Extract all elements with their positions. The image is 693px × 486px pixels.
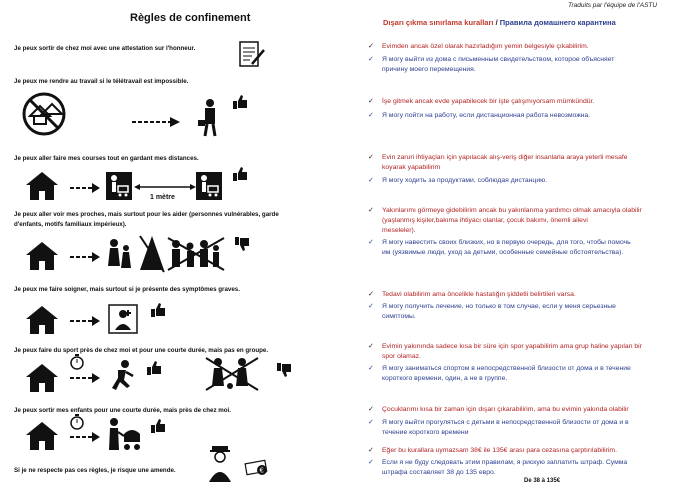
house-icon xyxy=(26,364,58,392)
title-turkish: Dışarı çıkma sınırlama kuralları xyxy=(383,18,494,27)
rule-relatives-cont: d'enfants, motifs familiaux impérieux). xyxy=(14,221,127,228)
right-title xyxy=(383,18,616,27)
rule-sport: Je peux faire du sport près de chez moi et pour une courte durée, mais pas en groupe. xyxy=(14,347,269,354)
item-tr-4: ✓ Yakınlarımı görmeye gidebilirim ancak bu yakınlarıma yardımcı olmak amacıyla olabilir xyxy=(368,207,642,214)
item-tr-1: ✓ Evimden ancak özel olarak hazırladığım yemin belgesiyle çıkabilirim. xyxy=(368,43,589,50)
arrow-icon xyxy=(68,373,102,383)
item-ru-5: ✓ Я могу получить лечение, но только в том случае, если у меня серьезные xyxy=(368,303,616,310)
item-tr-4-cont2: meseleler). xyxy=(382,227,416,234)
check-icon: ✓ xyxy=(368,303,374,310)
house-icon xyxy=(26,172,58,200)
check-icon: ✓ xyxy=(368,419,374,426)
elderly-person-icon xyxy=(104,238,134,272)
arrow-icon xyxy=(68,183,102,193)
svg-text:€: € xyxy=(259,466,264,475)
thumbs-up-icon xyxy=(146,360,162,376)
police-officer-icon xyxy=(206,444,234,484)
thumbs-down-icon xyxy=(276,362,292,378)
thumbs-up-icon xyxy=(232,94,248,110)
item-ru-8: ✓ Если я не буду следовать этим правилам, я рискую заплатить штраф. Сумма xyxy=(368,459,628,466)
check-icon: ✓ xyxy=(368,365,374,372)
check-icon: ✓ xyxy=(368,447,374,454)
item-ru-4-cont: им (уязвимые люди, уход за детьми, особенные семейные обстоятельства). xyxy=(382,249,624,256)
house-icon xyxy=(26,242,58,270)
rule-care: Je peux me faire soigner, mais surtout si je présente des symptômes graves. xyxy=(14,286,240,293)
check-icon: ✓ xyxy=(368,406,374,413)
stroller-person-icon xyxy=(106,418,142,452)
item-ru-1: ✓ Я могу выйти из дома с письменным свидетельством, которое объясняет xyxy=(368,56,615,63)
item-ru-4: ✓ Я могу навестить своих близких, но в первую очередь, для того, чтобы помочь xyxy=(368,239,631,246)
document-pen-icon xyxy=(238,40,266,68)
title-separator: / xyxy=(495,18,498,27)
item-tr-5: ✓ Tedavi olabilirim ama öncelikle hastalığın şiddetli belirtileri varsa. xyxy=(368,291,576,298)
left-title: Règles de confinement xyxy=(130,12,251,24)
worker-briefcase-icon xyxy=(198,98,222,138)
check-icon: ✓ xyxy=(368,343,374,350)
check-icon: ✓ xyxy=(368,112,374,119)
rule-children: Je peux sortir mes enfants pour une courte durée, mais près de chez moi. xyxy=(14,407,231,414)
stopwatch-icon xyxy=(70,414,84,430)
check-icon: ✓ xyxy=(368,56,374,63)
rule-work: Je peux me rendre au travail si le télétravail est impossible. xyxy=(14,78,189,85)
item-tr-8: ✓ Eğer bu kurallara uymazsam 38€ ile 135€ arası para cezasına çarptırılabilirim. xyxy=(368,447,617,454)
title-russian: Правила домашнего карантина xyxy=(499,18,616,27)
distance-line xyxy=(134,182,198,192)
check-icon: ✓ xyxy=(368,207,374,214)
item-ru-5-cont: симптомы. xyxy=(382,313,416,320)
running-person-icon xyxy=(108,360,134,394)
check-icon: ✓ xyxy=(368,459,374,466)
check-icon: ✓ xyxy=(368,98,374,105)
rule-fine: Si je ne respecte pas ces règles, je risque une amende. xyxy=(14,467,176,474)
item-ru-6: ✓ Я могу заниматься спортом в непосредственной близости от дома и в течение xyxy=(368,365,631,372)
shopping-cart-person-icon xyxy=(196,172,222,200)
item-tr-6: ✓ Evimin yakınında sadece kısa bir süre için spor yapabilirim ama grup haline yapılan bir xyxy=(368,343,642,350)
rule-shopping: Je peux aller faire mes courses tout en gardant mes distances. xyxy=(14,155,199,162)
item-ru-2: ✓ Я могу пойти на работу, если дистанционная работа невозможна. xyxy=(368,112,591,119)
arrow-icon xyxy=(68,252,102,262)
stopwatch-icon xyxy=(70,354,84,370)
crossed-tree-icon xyxy=(138,234,166,274)
thumbs-up-icon xyxy=(150,418,166,434)
rule-relatives: Je peux aller voir mes proches, mais surtout pour les aider (personnes vulnérables, garde xyxy=(14,211,279,218)
item-tr-3: ✓ Evin zaruri ihtiyaçları için yapılacak alış-veriş diğer insanlarla araya yeterli mesafe xyxy=(368,154,628,161)
credit-line: Traduits par l'équipe de l'ASTU xyxy=(568,2,658,9)
distance-label: 1 mètre xyxy=(150,194,175,201)
rule-attestation: Je peux sortir de chez moi avec une attestation sur l'honneur. xyxy=(14,45,196,52)
check-icon: ✓ xyxy=(368,154,374,161)
item-ru-8-cont: штрафа составляет 38 до 135 евро. xyxy=(382,469,496,476)
crossed-family-icon xyxy=(166,236,226,272)
thumbs-up-icon xyxy=(150,302,166,318)
thumbs-up-icon xyxy=(232,166,248,182)
doctor-icon xyxy=(108,304,138,334)
item-ru-7: ✓ Я могу выйти прогуляться с детьми в непосредственной близости от дома и в xyxy=(368,419,629,426)
house-icon xyxy=(26,422,58,450)
item-tr-6-cont: spor olamaz. xyxy=(382,353,421,360)
check-icon: ✓ xyxy=(368,291,374,298)
item-tr-4-cont: (yaşlanmış kişiler,bakıma ihtiyacı olanlar, çocuk bakımı, önemli ailevi xyxy=(382,217,588,224)
check-icon: ✓ xyxy=(368,177,374,184)
euro-money-icon xyxy=(244,456,270,476)
shopping-cart-person-icon xyxy=(106,172,132,200)
arrow-icon xyxy=(68,316,102,326)
check-icon: ✓ xyxy=(368,239,374,246)
item-ru-7-cont: течение короткого времени xyxy=(382,429,469,436)
item-ru-1-cont: причину моего перемещения. xyxy=(382,66,476,73)
thumbs-down-icon xyxy=(234,236,250,252)
item-tr-7: ✓ Çocuklarımı kısa bir zaman için dışarı çıkarabilirim, ama bu evimin yakında olabilir xyxy=(368,406,629,413)
no-house-work-icon xyxy=(22,92,66,136)
item-tr-2: ✓ İşe gitmek ancak evde yapabilecek bir işte çalışmıyorsam mümkündür. xyxy=(368,98,595,105)
item-tr-3-cont: koyarak yapabilirim xyxy=(382,164,441,171)
crossed-team-sport-icon xyxy=(204,356,260,392)
arrow-icon xyxy=(68,432,102,442)
item-ru-6-cont: короткого времени, один, а не в группе. xyxy=(382,375,508,382)
item-ru-3: ✓ Я могу ходить за продуктами, соблюдая дистанцию. xyxy=(368,177,548,184)
house-icon xyxy=(26,306,58,334)
arrow-icon xyxy=(130,117,182,127)
check-icon: ✓ xyxy=(368,43,374,50)
fine-amount: De 38 à 135€ xyxy=(524,478,561,484)
